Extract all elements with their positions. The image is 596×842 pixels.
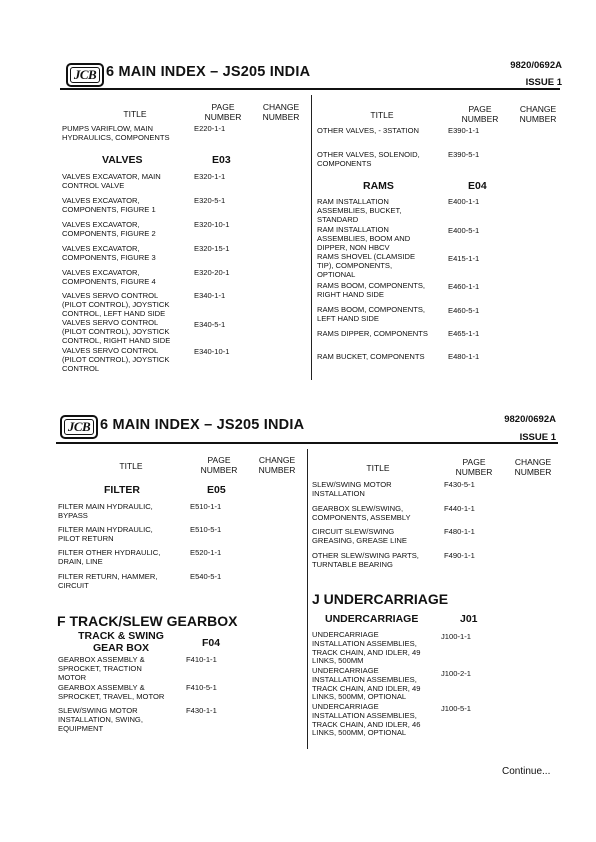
col-change-header: CHANGE NUMBER [514, 457, 552, 477]
entry-page: E540-5-1 [190, 572, 222, 581]
entry-title: RAMS BOOM, COMPONENTS, RIGHT HAND SIDE [317, 281, 426, 299]
entry-page: F480-1-1 [444, 527, 475, 536]
entry-title: OTHER VALVES, SOLENOID, COMPONENTS [317, 150, 420, 168]
entry-page: J100-1-1 [441, 632, 471, 641]
entry-title: PUMPS VARIFLOW, MAIN HYDRAULICS, COMPONENTS [62, 124, 170, 142]
col-page-header: PAGE NUMBER [204, 102, 242, 122]
section-name: VALVES [102, 154, 143, 166]
entry-page: E465-1-1 [448, 329, 480, 338]
entry-page: E340-1-1 [194, 291, 226, 300]
entry-title: GEARBOX ASSEMBLY & SPROCKET, TRACTION MOTOR [58, 655, 145, 682]
entry-page: E510-5-1 [190, 525, 222, 534]
entry-title: RAMS DIPPER, COMPONENTS [317, 329, 428, 338]
entry-title: OTHER VALVES, - 3STATION [317, 126, 419, 135]
entry-title: VALVES SERVO CONTROL (PILOT CONTROL), JOYSTICK CONTROL, LEFT HAND SIDE [62, 291, 170, 318]
jcb-logo: JCB [60, 415, 98, 439]
entry-page: J100-2-1 [441, 669, 471, 678]
entry-page: F410-1-1 [186, 655, 217, 664]
entry-title: FILTER MAIN HYDRAULIC, BYPASS [58, 502, 153, 520]
entry-title: SLEW/SWING MOTOR INSTALLATION, SWING, EQUIPMENT [58, 706, 143, 733]
entry-page: E520-1-1 [190, 548, 222, 557]
col-page-header: PAGE NUMBER [461, 104, 499, 124]
entry-page: E320-5-1 [194, 196, 226, 205]
entry-title: VALVES SERVO CONTROL (PILOT CONTROL), JOYSTICK CONTROL, RIGHT HAND SIDE [62, 318, 171, 345]
issue-label: ISSUE 1 [519, 432, 556, 443]
entry-page: E320-10-1 [194, 220, 230, 229]
document-number: 9820/0692A [510, 60, 562, 71]
page-title: 6 MAIN INDEX – JS205 INDIA [106, 64, 311, 80]
entry-page: E400-1-1 [448, 197, 480, 206]
entry-page: E480-1-1 [448, 352, 480, 361]
entry-page: E340-5-1 [194, 320, 226, 329]
entry-title: FILTER MAIN HYDRAULIC, PILOT RETURN [58, 525, 153, 543]
section-code: F04 [202, 637, 221, 649]
col-title-header: TITLE [123, 109, 147, 119]
group-heading: F TRACK/SLEW GEARBOX [57, 613, 238, 629]
section-code: E03 [212, 154, 231, 166]
entry-page: F430-1-1 [186, 706, 217, 715]
entry-title: UNDERCARRIAGE INSTALLATION ASSEMBLIES, TRACK CHAIN, AND IDLER, 49 LINKS, 500MM, OPTIONAL [312, 666, 421, 702]
group-subheading: TRACK & SWING GEAR BOX [78, 630, 164, 654]
document-number: 9820/0692A [504, 414, 556, 425]
section-name: RAMS [363, 180, 394, 192]
entry-page: E340-10-1 [194, 347, 230, 356]
entry-title: RAM INSTALLATION ASSEMBLIES, BOOM AND DIPPER, NON HBCV [317, 225, 411, 252]
entry-title: OTHER SLEW/SWING PARTS, TURNTABLE BEARING [312, 551, 419, 569]
col-page-header: PAGE NUMBER [455, 457, 493, 477]
entry-page: E390-5-1 [448, 150, 480, 159]
entry-title: GEARBOX ASSEMBLY & SPROCKET, TRAVEL, MOTOR [58, 683, 165, 701]
page-title: 6 MAIN INDEX – JS205 INDIA [100, 417, 305, 433]
issue-label: ISSUE 1 [525, 77, 562, 88]
entry-page: E320-1-1 [194, 172, 226, 181]
entry-page: E320-20-1 [194, 268, 230, 277]
col-title-header: TITLE [119, 461, 143, 471]
entry-title: RAM BUCKET, COMPONENTS [317, 352, 425, 361]
column-divider [311, 95, 312, 380]
group-heading: J UNDERCARRIAGE [312, 591, 449, 607]
entry-page: J100-5-1 [441, 704, 471, 713]
entry-title: UNDERCARRIAGE INSTALLATION ASSEMBLIES, TRACK CHAIN, AND IDLER, 46 LINKS, 500MM, OPTIONAL [312, 702, 421, 738]
header-rule [56, 442, 558, 444]
continue-label: Continue... [502, 766, 551, 777]
entry-title: FILTER OTHER HYDRAULIC, DRAIN, LINE [58, 548, 161, 566]
entry-title: SLEW/SWING MOTOR INSTALLATION [312, 480, 392, 498]
entry-title: RAM INSTALLATION ASSEMBLIES, BUCKET, STANDARD [317, 197, 402, 224]
entry-title: GEARBOX SLEW/SWING, COMPONENTS, ASSEMBLY [312, 504, 411, 522]
column-divider [307, 449, 308, 749]
entry-title: VALVES EXCAVATOR, MAIN CONTROL VALVE [62, 172, 161, 190]
entry-title: VALVES EXCAVATOR, COMPONENTS, FIGURE 4 [62, 268, 156, 286]
entry-title: FILTER RETURN, HAMMER, CIRCUIT [58, 572, 158, 590]
entry-title: VALVES EXCAVATOR, COMPONENTS, FIGURE 3 [62, 244, 156, 262]
entry-page: F430-5-1 [444, 480, 475, 489]
entry-title: VALVES EXCAVATOR, COMPONENTS, FIGURE 1 [62, 196, 156, 214]
entry-page: E400-5-1 [448, 226, 480, 235]
section-code: E05 [207, 484, 226, 496]
entry-page: E460-1-1 [448, 282, 480, 291]
entry-title: UNDERCARRIAGE INSTALLATION ASSEMBLIES, TRACK CHAIN, AND IDLER, 49 LINKS, 500MM [312, 630, 421, 666]
col-change-header: CHANGE NUMBER [258, 455, 296, 475]
col-change-header: CHANGE NUMBER [519, 104, 557, 124]
col-change-header: CHANGE NUMBER [262, 102, 300, 122]
entry-page: E220-1-1 [194, 124, 226, 133]
entry-page: E390-1-1 [448, 126, 480, 135]
entry-page: F490-1-1 [444, 551, 475, 560]
group-subheading: UNDERCARRIAGE [325, 613, 419, 625]
entry-page: F410-5-1 [186, 683, 217, 692]
entry-title: RAMS BOOM, COMPONENTS, LEFT HAND SIDE [317, 305, 426, 323]
entry-title: VALVES SERVO CONTROL (PILOT CONTROL), JOYSTICK CONTROL [62, 346, 170, 373]
col-title-header: TITLE [370, 110, 394, 120]
entry-title: CIRCUIT SLEW/SWING GREASING, GREASE LINE [312, 527, 407, 545]
col-title-header: TITLE [366, 463, 390, 473]
col-page-header: PAGE NUMBER [200, 455, 238, 475]
entry-page: E320-15-1 [194, 244, 230, 253]
entry-title: VALVES EXCAVATOR, COMPONENTS, FIGURE 2 [62, 220, 156, 238]
entry-page: E460-5-1 [448, 306, 480, 315]
entry-title: RAMS SHOVEL (CLAMSIDE TIP), COMPONENTS, OPTIONAL [317, 252, 416, 279]
entry-page: E415-1-1 [448, 254, 480, 263]
entry-page: E510-1-1 [190, 502, 222, 511]
entry-page: F440-1-1 [444, 504, 475, 513]
section-name: FILTER [104, 484, 140, 496]
header-rule [60, 88, 560, 90]
jcb-logo: JCB [66, 63, 104, 87]
section-code: J01 [460, 613, 478, 625]
section-code: E04 [468, 180, 487, 192]
